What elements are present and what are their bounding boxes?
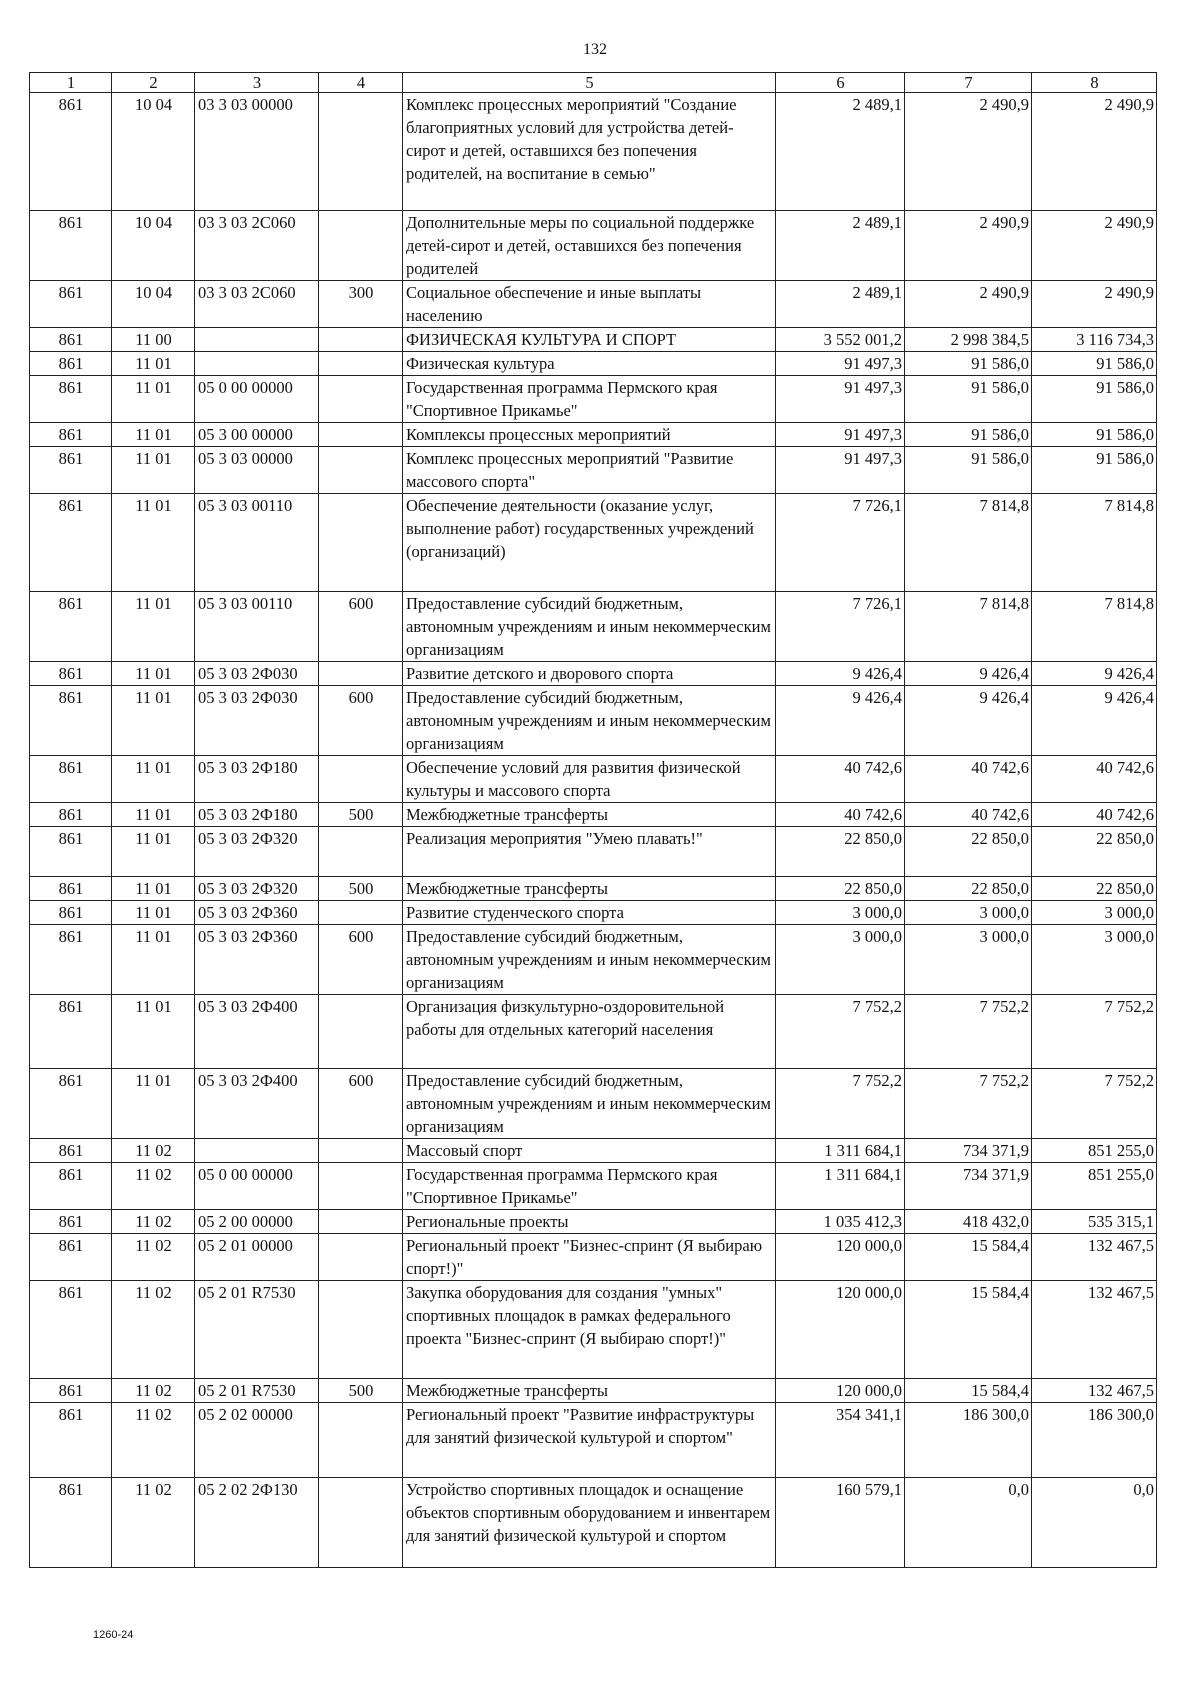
cell-target-article: 05 3 03 2Ф030 [195,662,319,686]
cell-target-article: 05 3 03 2Ф320 [195,877,319,901]
cell-target-article: 05 2 02 2Ф130 [195,1478,319,1568]
table-body [30,93,1157,1568]
cell-amount-col6: 91 497,3 [776,423,905,447]
cell-amount-col7: 40 742,6 [905,756,1032,803]
cell-description: Региональный проект "Бизнес-спринт (Я выбираю спорт!)" [403,1234,776,1281]
cell-description: Региональные проекты [403,1210,776,1234]
table-row [30,1478,1157,1568]
cell-expense-type [319,1210,403,1234]
budget-table [29,72,1157,1568]
cell-section-code: 11 02 [112,1234,195,1281]
footer-code: 1260-24 [93,1629,134,1641]
cell-amount-col6: 3 000,0 [776,901,905,925]
cell-amount-col8: 132 467,5 [1032,1281,1157,1379]
cell-amount-col6: 2 489,1 [776,281,905,328]
cell-amount-col7: 7 814,8 [905,494,1032,592]
cell-expense-type [319,352,403,376]
cell-amount-col7: 3 000,0 [905,925,1032,995]
cell-description: Предоставление субсидий бюджетным, автономным учреждениям и иным некоммерческим организациям [403,925,776,995]
table-row [30,1139,1157,1163]
cell-section-code: 11 02 [112,1139,195,1163]
cell-amount-col6: 40 742,6 [776,803,905,827]
cell-target-article: 05 3 03 2Ф320 [195,827,319,877]
cell-section-code: 11 02 [112,1210,195,1234]
cell-expense-type [319,1139,403,1163]
cell-amount-col8: 7 814,8 [1032,592,1157,662]
cell-amount-col7: 15 584,4 [905,1234,1032,1281]
cell-target-article: 05 3 03 2Ф180 [195,756,319,803]
cell-amount-col8: 7 752,2 [1032,1069,1157,1139]
cell-description: Предоставление субсидий бюджетным, автономным учреждениям и иным некоммерческим организациям [403,686,776,756]
cell-description: Комплекс процессных мероприятий "Создание благоприятных условий для устройства детей-сирот и детей, оставшихся без попечения родителей, на воспитание в семью" [403,93,776,211]
cell-description: Массовый спорт [403,1139,776,1163]
cell-amount-col8: 2 490,9 [1032,211,1157,281]
cell-expense-type [319,901,403,925]
cell-target-article: 03 3 03 2С060 [195,211,319,281]
cell-target-article: 05 2 01 R7530 [195,1379,319,1403]
cell-amount-col8: 91 586,0 [1032,447,1157,494]
cell-amount-col6: 120 000,0 [776,1234,905,1281]
page-number: 132 [583,41,607,58]
cell-section-code: 11 02 [112,1163,195,1210]
table-row [30,901,1157,925]
cell-amount-col7: 22 850,0 [905,877,1032,901]
cell-expense-type [319,1478,403,1568]
cell-amount-col8: 9 426,4 [1032,686,1157,756]
cell-recipient-code: 861 [30,995,112,1069]
column-header: 2 [112,73,195,93]
table-row [30,925,1157,995]
column-header: 4 [319,73,403,93]
cell-recipient-code: 861 [30,93,112,211]
cell-expense-type [319,995,403,1069]
cell-recipient-code: 861 [30,1403,112,1478]
cell-amount-col8: 2 490,9 [1032,281,1157,328]
cell-amount-col6: 7 752,2 [776,1069,905,1139]
cell-amount-col6: 40 742,6 [776,756,905,803]
cell-description: Реализация мероприятия "Умею плавать!" [403,827,776,877]
cell-target-article: 05 0 00 00000 [195,376,319,423]
column-header: 1 [30,73,112,93]
cell-recipient-code: 861 [30,447,112,494]
cell-expense-type: 500 [319,1379,403,1403]
cell-amount-col8: 132 467,5 [1032,1379,1157,1403]
cell-amount-col8: 22 850,0 [1032,827,1157,877]
cell-recipient-code: 861 [30,827,112,877]
cell-description: Комплексы процессных мероприятий [403,423,776,447]
cell-section-code: 11 01 [112,901,195,925]
cell-amount-col7: 15 584,4 [905,1281,1032,1379]
cell-amount-col6: 9 426,4 [776,686,905,756]
cell-recipient-code: 861 [30,1281,112,1379]
cell-amount-col8: 40 742,6 [1032,756,1157,803]
cell-amount-col8: 851 255,0 [1032,1139,1157,1163]
cell-amount-col6: 2 489,1 [776,211,905,281]
cell-amount-col6: 91 497,3 [776,447,905,494]
cell-recipient-code: 861 [30,376,112,423]
cell-recipient-code: 861 [30,686,112,756]
cell-amount-col7: 2 490,9 [905,93,1032,211]
cell-expense-type [319,1281,403,1379]
cell-description: Предоставление субсидий бюджетным, автономным учреждениям и иным некоммерческим организациям [403,1069,776,1139]
table-row [30,803,1157,827]
cell-target-article: 05 2 00 00000 [195,1210,319,1234]
cell-amount-col7: 734 371,9 [905,1139,1032,1163]
cell-section-code: 11 01 [112,423,195,447]
cell-expense-type [319,1163,403,1210]
table-row [30,756,1157,803]
cell-section-code: 11 02 [112,1281,195,1379]
cell-target-article: 03 3 03 2С060 [195,281,319,328]
table-row [30,1379,1157,1403]
cell-amount-col6: 354 341,1 [776,1403,905,1478]
cell-recipient-code: 861 [30,281,112,328]
cell-recipient-code: 861 [30,1069,112,1139]
cell-section-code: 11 01 [112,376,195,423]
cell-recipient-code: 861 [30,756,112,803]
cell-section-code: 11 01 [112,447,195,494]
cell-amount-col8: 535 315,1 [1032,1210,1157,1234]
cell-description: Предоставление субсидий бюджетным, автономным учреждениям и иным некоммерческим организациям [403,592,776,662]
cell-target-article: 05 3 03 00110 [195,494,319,592]
table-row [30,376,1157,423]
cell-target-article: 05 3 03 2Ф030 [195,686,319,756]
table-row [30,211,1157,281]
cell-amount-col6: 1 035 412,3 [776,1210,905,1234]
table-row [30,827,1157,877]
cell-amount-col7: 15 584,4 [905,1379,1032,1403]
cell-description: Региональный проект "Развитие инфраструктуры для занятий физической культурой и спортом" [403,1403,776,1478]
cell-recipient-code: 861 [30,901,112,925]
table-row [30,1210,1157,1234]
cell-target-article [195,352,319,376]
cell-description: Межбюджетные трансферты [403,1379,776,1403]
table-row [30,352,1157,376]
cell-expense-type: 500 [319,877,403,901]
cell-amount-col7: 3 000,0 [905,901,1032,925]
table-row [30,423,1157,447]
cell-section-code: 11 02 [112,1379,195,1403]
cell-amount-col7: 2 490,9 [905,211,1032,281]
cell-expense-type [319,211,403,281]
cell-description: Дополнительные меры по социальной поддержке детей-сирот и детей, оставшихся без попечения родителей [403,211,776,281]
cell-section-code: 11 01 [112,494,195,592]
cell-amount-col8: 3 000,0 [1032,901,1157,925]
cell-amount-col7: 40 742,6 [905,803,1032,827]
cell-amount-col7: 418 432,0 [905,1210,1032,1234]
cell-amount-col8: 851 255,0 [1032,1163,1157,1210]
cell-expense-type: 600 [319,1069,403,1139]
cell-amount-col8: 9 426,4 [1032,662,1157,686]
cell-amount-col7: 7 752,2 [905,995,1032,1069]
cell-expense-type: 300 [319,281,403,328]
table-row [30,1069,1157,1139]
cell-expense-type [319,423,403,447]
cell-recipient-code: 861 [30,1139,112,1163]
cell-target-article: 05 0 00 00000 [195,1163,319,1210]
cell-target-article: 05 3 03 2Ф400 [195,995,319,1069]
cell-section-code: 10 04 [112,211,195,281]
table-row [30,447,1157,494]
cell-section-code: 11 01 [112,662,195,686]
table-row [30,686,1157,756]
cell-description: Государственная программа Пермского края "Спортивное Прикамье" [403,1163,776,1210]
cell-expense-type: 600 [319,925,403,995]
cell-amount-col6: 91 497,3 [776,352,905,376]
cell-amount-col8: 22 850,0 [1032,877,1157,901]
table-row [30,281,1157,328]
cell-amount-col8: 3 000,0 [1032,925,1157,995]
column-header: 7 [905,73,1032,93]
cell-description: Устройство спортивных площадок и оснащение объектов спортивным оборудованием и инвентарем для занятий физической культурой и спортом [403,1478,776,1568]
cell-description: ФИЗИЧЕСКАЯ КУЛЬТУРА И СПОРТ [403,328,776,352]
cell-amount-col8: 91 586,0 [1032,423,1157,447]
cell-expense-type [319,93,403,211]
cell-amount-col8: 186 300,0 [1032,1403,1157,1478]
cell-section-code: 11 01 [112,756,195,803]
cell-recipient-code: 861 [30,328,112,352]
cell-amount-col6: 120 000,0 [776,1281,905,1379]
cell-description: Закупка оборудования для создания "умных" спортивных площадок в рамках федерального проекта "Бизнес-спринт (Я выбираю спорт!)" [403,1281,776,1379]
cell-amount-col8: 40 742,6 [1032,803,1157,827]
column-header: 6 [776,73,905,93]
cell-target-article: 05 2 02 00000 [195,1403,319,1478]
cell-recipient-code: 861 [30,592,112,662]
cell-amount-col8: 3 116 734,3 [1032,328,1157,352]
cell-description: Межбюджетные трансферты [403,803,776,827]
cell-recipient-code: 861 [30,494,112,592]
table-row [30,93,1157,211]
cell-amount-col6: 1 311 684,1 [776,1139,905,1163]
cell-expense-type: 600 [319,686,403,756]
cell-amount-col7: 7 814,8 [905,592,1032,662]
cell-description: Комплекс процессных мероприятий "Развитие массового спорта" [403,447,776,494]
table-row [30,662,1157,686]
cell-target-article: 03 3 03 00000 [195,93,319,211]
cell-target-article: 05 2 01 R7530 [195,1281,319,1379]
cell-section-code: 11 01 [112,877,195,901]
cell-section-code: 11 01 [112,352,195,376]
cell-recipient-code: 861 [30,1163,112,1210]
cell-amount-col7: 7 752,2 [905,1069,1032,1139]
cell-section-code: 11 00 [112,328,195,352]
cell-amount-col6: 22 850,0 [776,877,905,901]
cell-section-code: 11 01 [112,925,195,995]
cell-expense-type: 500 [319,803,403,827]
cell-target-article [195,328,319,352]
cell-expense-type: 600 [319,592,403,662]
cell-amount-col7: 186 300,0 [905,1403,1032,1478]
table-row [30,1163,1157,1210]
table-row [30,592,1157,662]
cell-amount-col6: 3 000,0 [776,925,905,995]
cell-recipient-code: 861 [30,877,112,901]
cell-description: Социальное обеспечение и иные выплаты населению [403,281,776,328]
cell-amount-col6: 2 489,1 [776,93,905,211]
cell-amount-col7: 2 490,9 [905,281,1032,328]
cell-section-code: 10 04 [112,93,195,211]
cell-section-code: 11 01 [112,1069,195,1139]
cell-target-article: 05 2 01 00000 [195,1234,319,1281]
cell-section-code: 11 02 [112,1478,195,1568]
cell-amount-col7: 9 426,4 [905,686,1032,756]
table-row [30,328,1157,352]
cell-amount-col8: 0,0 [1032,1478,1157,1568]
cell-amount-col8: 132 467,5 [1032,1234,1157,1281]
cell-amount-col7: 91 586,0 [905,423,1032,447]
cell-amount-col6: 160 579,1 [776,1478,905,1568]
cell-recipient-code: 861 [30,211,112,281]
cell-description: Обеспечение деятельности (оказание услуг, выполнение работ) государственных учреждений (организаций) [403,494,776,592]
cell-expense-type [319,756,403,803]
cell-amount-col7: 91 586,0 [905,447,1032,494]
cell-section-code: 11 01 [112,592,195,662]
cell-target-article: 05 3 00 00000 [195,423,319,447]
cell-recipient-code: 861 [30,1379,112,1403]
table-row [30,1403,1157,1478]
table-row [30,995,1157,1069]
cell-section-code: 11 01 [112,827,195,877]
cell-description: Развитие детского и дворового спорта [403,662,776,686]
cell-recipient-code: 861 [30,1234,112,1281]
column-header: 5 [403,73,776,93]
table-row [30,877,1157,901]
cell-recipient-code: 861 [30,662,112,686]
cell-description: Физическая культура [403,352,776,376]
cell-target-article: 05 3 03 2Ф400 [195,1069,319,1139]
cell-amount-col7: 91 586,0 [905,376,1032,423]
cell-amount-col6: 91 497,3 [776,376,905,423]
cell-section-code: 11 02 [112,1403,195,1478]
cell-expense-type [319,662,403,686]
cell-description: Организация физкультурно-оздоровительной работы для отдельных категорий населения [403,995,776,1069]
cell-section-code: 11 01 [112,995,195,1069]
column-header: 8 [1032,73,1157,93]
cell-amount-col7: 0,0 [905,1478,1032,1568]
cell-target-article: 05 3 03 00000 [195,447,319,494]
column-header: 3 [195,73,319,93]
cell-amount-col7: 22 850,0 [905,827,1032,877]
cell-target-article [195,1139,319,1163]
cell-description: Развитие студенческого спорта [403,901,776,925]
cell-amount-col8: 2 490,9 [1032,93,1157,211]
cell-section-code: 10 04 [112,281,195,328]
cell-expense-type [319,1234,403,1281]
cell-expense-type [319,827,403,877]
cell-description: Обеспечение условий для развития физической культуры и массового спорта [403,756,776,803]
table-row [30,1234,1157,1281]
cell-target-article: 05 3 03 2Ф360 [195,925,319,995]
cell-expense-type [319,376,403,423]
table-row [30,1281,1157,1379]
cell-description: Межбюджетные трансферты [403,877,776,901]
cell-target-article: 05 3 03 2Ф360 [195,901,319,925]
cell-amount-col7: 91 586,0 [905,352,1032,376]
cell-section-code: 11 01 [112,686,195,756]
cell-section-code: 11 01 [112,803,195,827]
cell-amount-col6: 22 850,0 [776,827,905,877]
cell-amount-col7: 734 371,9 [905,1163,1032,1210]
cell-amount-col6: 7 752,2 [776,995,905,1069]
cell-target-article: 05 3 03 2Ф180 [195,803,319,827]
cell-amount-col6: 120 000,0 [776,1379,905,1403]
cell-amount-col8: 7 752,2 [1032,995,1157,1069]
cell-amount-col8: 91 586,0 [1032,352,1157,376]
cell-amount-col6: 3 552 001,2 [776,328,905,352]
cell-expense-type [319,494,403,592]
cell-expense-type [319,447,403,494]
cell-recipient-code: 861 [30,925,112,995]
cell-recipient-code: 861 [30,352,112,376]
column-number-row [30,73,1157,93]
cell-amount-col7: 2 998 384,5 [905,328,1032,352]
cell-expense-type [319,328,403,352]
cell-recipient-code: 861 [30,1478,112,1568]
cell-amount-col6: 9 426,4 [776,662,905,686]
cell-amount-col6: 7 726,1 [776,494,905,592]
cell-recipient-code: 861 [30,803,112,827]
cell-amount-col6: 1 311 684,1 [776,1163,905,1210]
cell-description: Государственная программа Пермского края "Спортивное Прикамье" [403,376,776,423]
cell-amount-col6: 7 726,1 [776,592,905,662]
cell-target-article: 05 3 03 00110 [195,592,319,662]
table-row [30,494,1157,592]
cell-expense-type [319,1403,403,1478]
cell-amount-col7: 9 426,4 [905,662,1032,686]
cell-amount-col8: 91 586,0 [1032,376,1157,423]
cell-recipient-code: 861 [30,1210,112,1234]
cell-recipient-code: 861 [30,423,112,447]
cell-amount-col8: 7 814,8 [1032,494,1157,592]
